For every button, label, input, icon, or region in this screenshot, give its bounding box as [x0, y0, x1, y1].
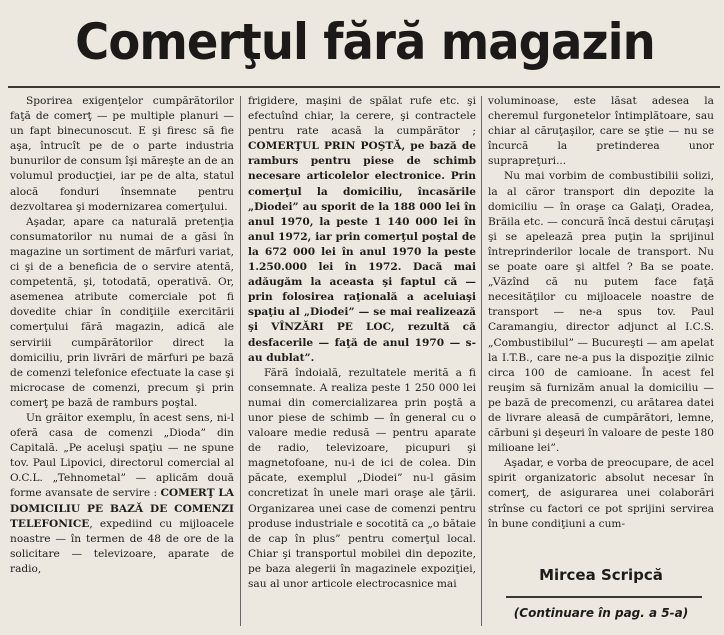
article-column-1 — [10, 94, 234, 577]
article-column-2 — [248, 94, 476, 592]
paragraph-bold-text: COMERŢ LA DOMICILIU PE BAZĂ DE COMENZI TELEFONICE — [10, 487, 234, 530]
paragraph-text: , expediind cu mijloacele noastre — în termen de 48 de ore de la solicitare — televizoare, aparate de radio, — [10, 517, 234, 575]
paragraph-text: Un grăitor exemplu, în acest sens, ni-l oferă casa de comenzi „Dioda” din Capitală. „Pe aceluşi spaţiu — ne spune tov. Paul Lipovici, directorul comercial al O.C.L. „Tehnometal” — aplicăm două forme avansate de servire : — [10, 411, 234, 500]
paragraph: Aşadar, apare ca naturală pretenţia consumatorilor nu numai de a găsi în magazine un sortiment de mărfuri variat, ci şi de a beneficia de o servire atentă, competentă, şi, totodată, operativă. Or, asemenea atribute comerciale pot fi dovedite chiar în condiţiile exercitării comerţului fără magazin, adică ale serviriii cumpărătorilor direct la domiciliu, prin livrări de mărfuri pe bază de comenzi telefonice efectuate la case şi microcase de comenzi, precum şi prin comerţ pe bază de ramburs poştal. — [10, 215, 234, 409]
paragraph: Sporirea exigenţelor cumpărătorilor faţă de comerţ — pe multiple planuri — un fapt binecunoscut. E şi firesc să fie aşa, întrucît pe de o parte industria bunurilor de consum îşi măreşte an de an volumul producţiei, iar pe de alta, statul alocă fonduri însemnate pentru dezvoltarea şi modernizarea comerţului. — [10, 95, 234, 213]
paragraph-text: frigidere, maşini de spălat rufe etc. şi efectuînd chiar, la cerere, şi contractele pentru rate acasă la cumpărător ; — [248, 95, 476, 138]
article-column-3 — [488, 94, 714, 532]
paragraph — [248, 94, 476, 366]
paragraph: voluminoase, este lăsat adesea la cheremul furgonetelor întimplătoare, sau chiar al căruţaşilor, care se ştie — nu se încurcă la pretinderea unor suprapreţuri... — [488, 95, 714, 168]
paragraph-bold-text: COMERŢUL PRIN POŞTĂ — [248, 140, 402, 153]
article-headline: Comerţul fără magazin — [75, 13, 655, 71]
continuation-note: (Continuare în pag. a 5-a) — [513, 606, 689, 620]
paragraph: Fără îndoială, rezultatele merită a fi consemnate. A realiza peste 1 250 000 lei numai din comercializarea prin poştă a unor piese de schimb — în general cu o valoare medie redusă — pentru aparate de radio, televizoare, picupuri şi magnetofoane, nu-i de ici de colea. Din păcate, exemplul „Diodei” nu-l găsim concretizat în unele mari oraşe ale ţării. Organizarea unei case de comenzi pentru produse industriale e socotită ca „o bătaie de cap în plus” pentru comerţul local. Chiar şi transportul mobilei din depozite, pe baza alegerii în magazinele expoziţiei, sau al unor articole electrocasnice mai — [248, 366, 476, 590]
column-divider — [481, 96, 482, 626]
paragraph: Nu mai vorbim de combustibilii solizi, la al căror transport din depozite la domiciliu — în oraşe ca Galaţi, Oradea, Brăila etc. — concură încă destui căruţaşi şi se apelează prea puţin la sprijinul întreprinderilor locale de transport. Nu se poate oare şi altfel ? Ba se poate. „Văzînd că nu putem face faţă necesităţilor cu mijloacele noastre de transport — ne-a spus tov. Paul Caramangiu, director adjunct al I.C.S. „Combustibilul” — Bucureşti — am apelat la I.T.B., care ne-a pus la dispoziţie zilnic circa 100 de camioane. În acest fel reuşim să furnizăm anual la domiciliu — pe bază de precomenzi, cu arătarea datei de livrare aleasă de cumpărători, lemne, cărbuni şi deşeuri în valoare de peste 180 milioane lei”. — [488, 170, 714, 455]
paragraph-text: , pe bază de ramburs pentru piese de schimb necesare articolelor electronice. Prin comerţul la domiciliu, încasările „Diodei” au sporit de la 188 000 lei în anul 1970, la peste 1 140 000 lei în anul 1972, iar prin comerţul poştal de la 672 000 lei în anul 1970 la peste 1.250.000 lei în 1972. Dacă mai adăugăm la aceasta şi faptul că — prin folosirea raţională a aceluiaşi spaţiu al „Diodei” — se mai realizează şi — [248, 140, 476, 334]
continuation-rule — [506, 596, 702, 598]
paragraph-text: , rezultă că desfacerile — faţă de anul 1970 — s-au dublat”. — [248, 321, 476, 364]
author-signature: Mircea Scripcă — [539, 566, 663, 584]
paragraph — [10, 411, 234, 577]
headline-rule — [8, 86, 720, 88]
paragraph-bold-text: VÎNZĂRI PE LOC — [271, 321, 391, 334]
column-divider — [240, 96, 241, 626]
paragraph: Aşadar, e vorba de preocupare, de acel spirit organizatoric absolut necesar în comerţ, de asigurarea unei colaborări strînse cu factori ce pot sprijini servirea în bune condiţiuni a cum- — [488, 457, 714, 530]
